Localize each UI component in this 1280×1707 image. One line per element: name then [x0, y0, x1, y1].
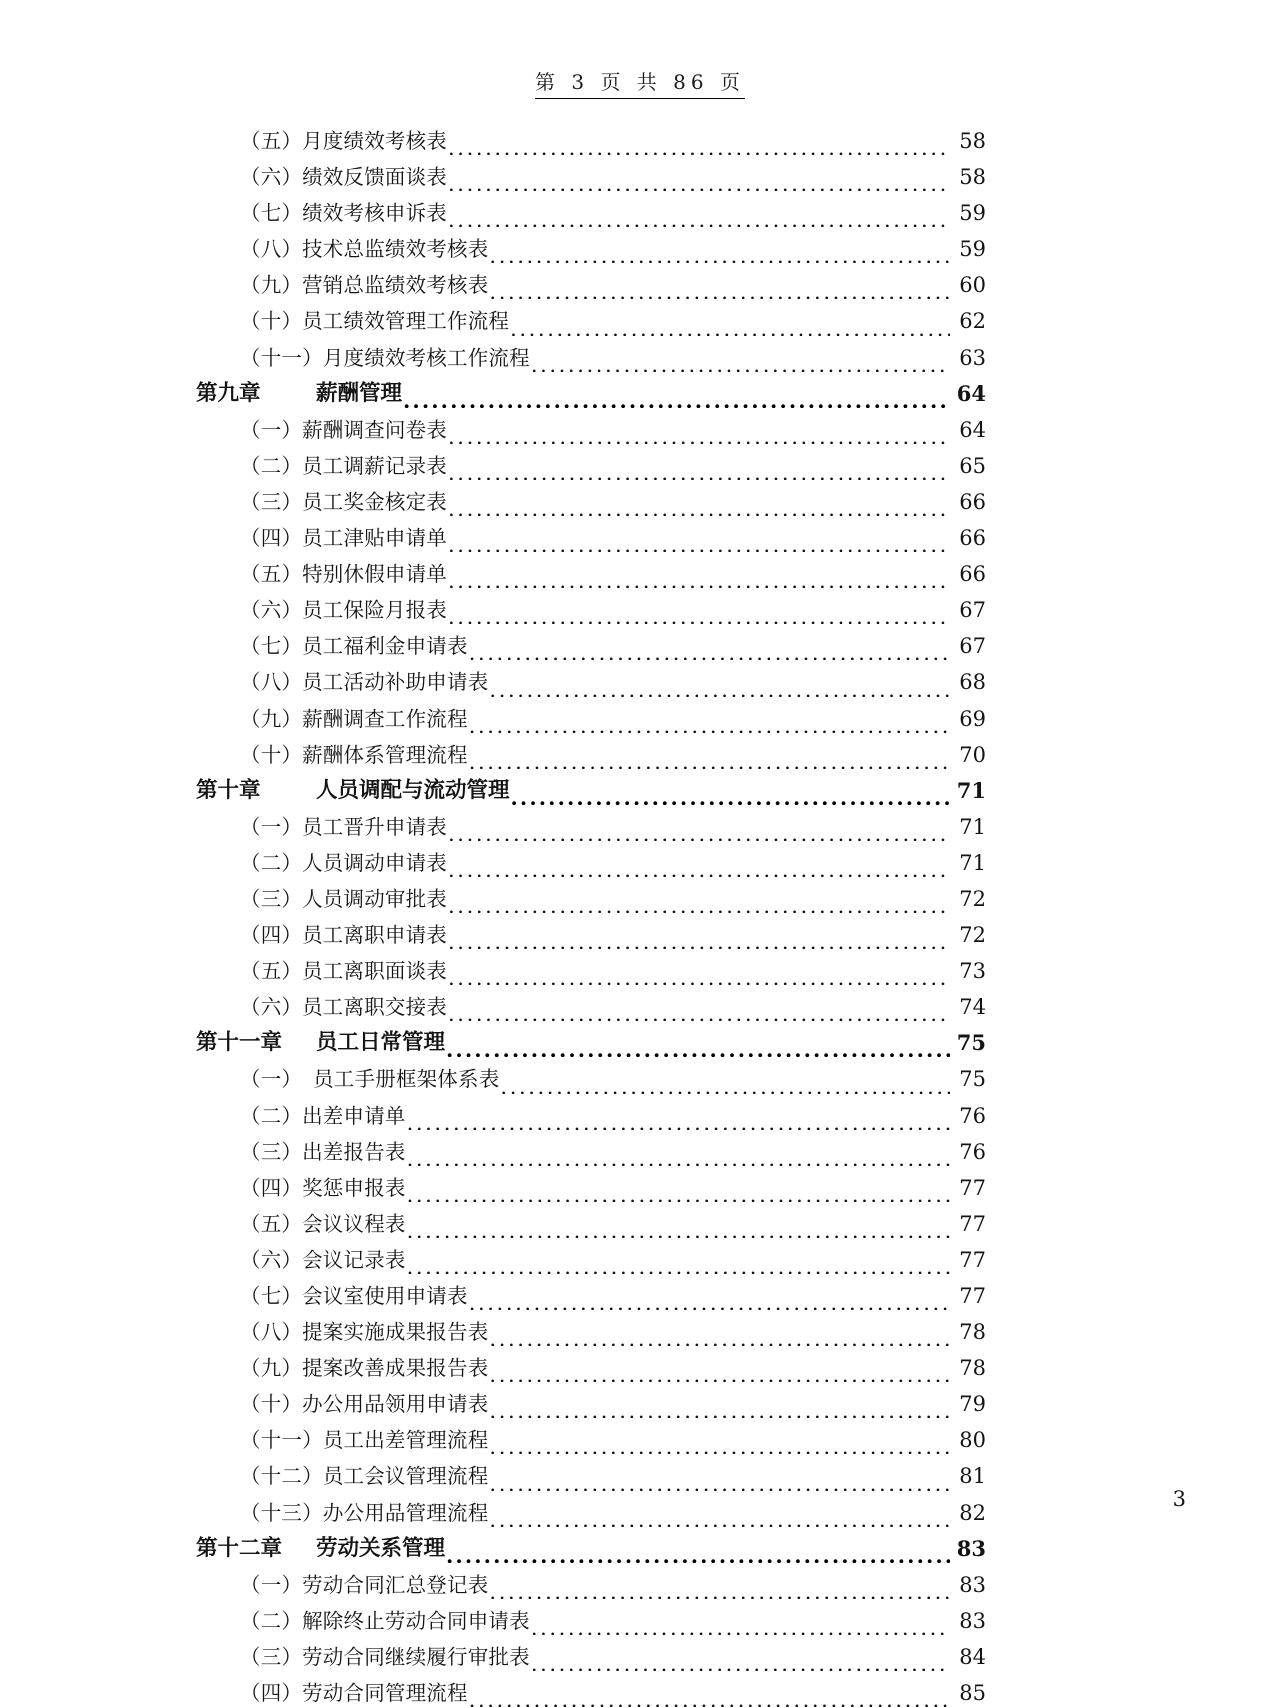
- toc-page-number: 80: [959, 1428, 986, 1453]
- toc-entry-title: 特别休假申请单: [302, 562, 448, 587]
- toc-entry-label: [196, 1422, 488, 1458]
- toc-entry-title: 会议室使用申请表: [302, 1284, 468, 1308]
- toc-entry-label: [196, 737, 468, 773]
- toc-page-number: 65: [959, 453, 986, 478]
- toc-entry-number: （五）: [240, 562, 303, 587]
- toc-entry-number: （九）: [240, 273, 303, 298]
- toc-entry-label: [196, 159, 447, 195]
- toc-entry-number: （四）: [240, 526, 303, 551]
- toc-dot-leader: [489, 1404, 950, 1418]
- toc-dot-leader: [489, 1440, 950, 1454]
- toc-dot-leader: [489, 249, 950, 263]
- toc-entry-title: 员工绩效管理工作流程: [302, 309, 510, 334]
- toc-entry-title: 员工离职面谈表: [302, 959, 448, 984]
- toc-entry-label: [196, 1278, 468, 1314]
- toc-entry-title: 员工出差管理流程: [322, 1428, 489, 1453]
- toc-entry-title: 营销总监绩效考核表: [302, 273, 489, 298]
- toc-dot-leader: [448, 899, 950, 913]
- toc-dot-leader: [407, 1188, 950, 1202]
- toc-page-number: 75: [956, 1030, 986, 1056]
- toc-entry-number: （九）: [240, 706, 303, 731]
- toc-page-number: 66: [959, 526, 986, 551]
- toc-entry-label: [196, 123, 447, 159]
- toc-entry-title: 出差报告表: [302, 1139, 406, 1164]
- toc-dot-leader: [489, 285, 950, 299]
- toc-entry-label: [196, 412, 447, 448]
- toc-entry-label: [196, 1025, 445, 1061]
- toc-entry-number: （十一）: [240, 1428, 323, 1453]
- toc-page-number: 59: [959, 237, 986, 262]
- toc-entry-label: [196, 448, 447, 484]
- toc-entry-title: 奖惩申报表: [302, 1175, 406, 1200]
- toc-entry-label: [196, 267, 488, 303]
- toc-entry-label: [196, 1603, 530, 1639]
- toc-page-number: 70: [959, 742, 986, 767]
- toc-page-number: 71: [956, 777, 986, 803]
- toc-dot-leader: [469, 755, 950, 769]
- toc-chapter-title: 人员调配与流动管理: [316, 777, 510, 803]
- toc-entry-title: 办公用品领用申请表: [302, 1392, 489, 1417]
- toc-page-number: 64: [959, 417, 986, 442]
- toc-dot-leader: [489, 1368, 950, 1382]
- toc-dot-leader: [531, 1657, 950, 1671]
- toc-dot-leader: [448, 213, 950, 227]
- toc-entry-title: 薪酬调查工作流程: [302, 706, 468, 731]
- toc-dot-leader: [448, 502, 950, 516]
- toc-entry-number: （六）: [240, 165, 303, 190]
- toc-entry-number: （十一）: [240, 345, 323, 370]
- toc-dot-leader: [531, 1621, 950, 1635]
- toc-dot-leader: [511, 791, 950, 805]
- toc-page-number: 58: [959, 165, 986, 190]
- toc-page-number: 69: [959, 706, 986, 731]
- toc-dot-leader: [448, 430, 950, 444]
- toc-entry-number: （三）: [240, 1644, 303, 1669]
- toc-entry-number: （五）: [240, 959, 303, 984]
- toc-entry-title: 会议议程表: [302, 1211, 406, 1236]
- toc-entry-label: [196, 773, 510, 809]
- toc-dot-leader: [489, 683, 950, 697]
- toc-entry-label: [196, 1170, 406, 1206]
- toc-entry-label: [196, 1639, 530, 1675]
- toc-entry-number: （一）: [240, 1067, 303, 1092]
- toc-entry-label: [196, 484, 447, 520]
- toc-entry-number: （十）: [240, 742, 303, 767]
- toc-page-number: 75: [959, 1067, 986, 1092]
- toc-dot-leader: [448, 827, 950, 841]
- toc-page-number: 73: [959, 959, 986, 984]
- running-header: [0, 66, 1280, 99]
- toc-page-number: 83: [956, 1535, 986, 1561]
- toc-entry-title: 员工会议管理流程: [322, 1464, 489, 1489]
- toc-entry-label: [196, 1098, 406, 1134]
- toc-entry-label: [196, 195, 447, 231]
- toc-entry-label: [196, 1206, 406, 1242]
- toc-entry-label: [196, 989, 447, 1025]
- toc-entry-label: [196, 1061, 499, 1097]
- toc-entry-label: [196, 231, 488, 267]
- toc-dot-leader: [407, 1116, 950, 1130]
- toc-entry-number: （六）: [240, 995, 303, 1020]
- toc-entry-label: [196, 1350, 488, 1386]
- toc-entry-label: [196, 917, 447, 953]
- toc-dot-leader: [469, 646, 950, 660]
- toc-entry-title: 劳动合同管理流程: [302, 1681, 468, 1706]
- toc-page-number: 62: [959, 309, 986, 334]
- toc-dot-leader: [510, 322, 950, 336]
- toc-entry-number: （七）: [240, 634, 303, 659]
- toc-page-number: 81: [959, 1464, 986, 1489]
- toc-dot-leader: [446, 1043, 950, 1057]
- toc-entry-number: （一）: [240, 1572, 303, 1597]
- toc-page-number: 66: [959, 489, 986, 514]
- toc-entry-label: [196, 881, 447, 917]
- toc-entry-title: 员工晋升申请表: [302, 814, 448, 839]
- toc-page-number: 76: [959, 1139, 986, 1164]
- toc-entry-title: 员工保险月报表: [302, 598, 448, 623]
- toc-entry-title: 绩效反馈面谈表: [302, 165, 448, 190]
- toc-page-number: 71: [959, 850, 986, 875]
- toc-entry-title: 员工手册框架体系表: [313, 1067, 500, 1092]
- toc-entry-title: 员工调薪记录表: [302, 453, 448, 478]
- toc-page-number: 77: [959, 1284, 986, 1308]
- toc-entry-label: [196, 556, 447, 592]
- toc-entry-title: 员工离职申请表: [302, 923, 448, 948]
- toc-page-number: 84: [959, 1644, 986, 1669]
- toc-dot-leader: [407, 1152, 950, 1166]
- toc-entry-number: （二）: [240, 1608, 303, 1633]
- toc-entry-title: 员工离职交接表: [302, 995, 448, 1020]
- toc-entry-label: [196, 953, 447, 989]
- toc-entry-number: （二）: [240, 1103, 303, 1128]
- toc-dot-leader: [448, 935, 950, 949]
- toc-page-number: 78: [959, 1356, 986, 1381]
- toc-entry-number: （一）: [240, 417, 303, 442]
- toc-dot-leader: [448, 177, 950, 191]
- toc-entry-number: （五）: [240, 129, 303, 153]
- toc-dot-leader: [448, 971, 950, 985]
- toc-entry-number: （四）: [240, 923, 303, 948]
- toc-entry-title: 技术总监绩效考核表: [302, 237, 489, 262]
- toc-entry-title: 劳动合同继续履行审批表: [302, 1644, 530, 1669]
- toc-entry-label: [196, 628, 468, 664]
- toc-entry-number: （二）: [240, 850, 303, 875]
- toc-chapter-title: 员工日常管理: [316, 1030, 446, 1056]
- toc-page-number: 74: [959, 995, 986, 1020]
- toc-entry-label: [196, 701, 468, 737]
- toc-entry-number: （三）: [240, 1139, 303, 1164]
- toc-entry-title: 会议记录表: [302, 1247, 406, 1272]
- toc-entry-number: （七）: [240, 1284, 303, 1308]
- toc-dot-leader: [448, 863, 950, 877]
- toc-entry-label: [196, 1495, 488, 1531]
- toc-entry-title: 薪酬调查问卷表: [302, 417, 448, 442]
- toc-page-number: 66: [959, 562, 986, 587]
- toc-entry-title: 出差申请单: [302, 1103, 406, 1128]
- toc-entry-label: [196, 520, 447, 556]
- toc-dot-leader: [469, 1693, 950, 1707]
- toc-entry-number: （十）: [240, 309, 303, 334]
- toc-entry-title: 员工奖金核定表: [302, 489, 448, 514]
- toc-page-number: 59: [959, 201, 986, 226]
- toc-entry-title: 人员调动申请表: [302, 850, 448, 875]
- toc-chapter-number: 第九章: [196, 380, 261, 406]
- toc-entry-number: （六）: [240, 598, 303, 623]
- toc-page-number: 64: [956, 380, 986, 406]
- toc-entry-number: （八）: [240, 670, 303, 695]
- toc-page-number: 83: [959, 1608, 986, 1633]
- toc-dot-leader: [500, 1080, 950, 1094]
- toc-dot-leader: [407, 1224, 950, 1238]
- toc-entry-title: 薪酬体系管理流程: [302, 742, 468, 767]
- toc-page-number: 76: [959, 1103, 986, 1128]
- toc-dot-leader: [489, 1332, 950, 1346]
- toc-page-number: 77: [959, 1175, 986, 1200]
- toc-page-number: 78: [959, 1320, 986, 1345]
- toc-dot-leader: [446, 1549, 950, 1563]
- toc-entry-title: 月度绩效考核工作流程: [322, 345, 530, 370]
- toc-dot-leader: [448, 1007, 950, 1021]
- toc-dot-leader: [469, 719, 950, 733]
- toc-entry-title: 员工福利金申请表: [302, 634, 468, 659]
- toc-entry-label: [196, 1567, 488, 1603]
- toc-entry-label: [196, 664, 488, 700]
- toc-entry-label: [196, 1675, 468, 1707]
- toc-dot-leader: [448, 610, 950, 624]
- toc-entry-label: [196, 1531, 445, 1567]
- toc-chapter-number: 第十一章: [196, 1030, 283, 1056]
- toc-page-number: 67: [959, 634, 986, 659]
- toc-chapter-title: 劳动关系管理: [316, 1535, 446, 1561]
- toc-page-number: 77: [959, 1247, 986, 1272]
- toc-entry-title: 提案改善成果报告表: [302, 1356, 489, 1381]
- toc-dot-leader: [407, 1260, 950, 1274]
- toc-entry-number: （二）: [240, 453, 303, 478]
- toc-chapter-number: 第十章: [196, 777, 261, 803]
- toc-dot-leader: [448, 141, 950, 155]
- toc-entry-title: 月度绩效考核表: [302, 129, 448, 153]
- toc-entry-label: [196, 376, 402, 412]
- toc-entry-label: [196, 845, 447, 881]
- toc-page-number: 63: [959, 345, 986, 370]
- toc-page-number: 72: [959, 923, 986, 948]
- toc-page-number: 60: [959, 273, 986, 298]
- toc-entry-label: [196, 592, 447, 628]
- toc-entry-label: [196, 340, 530, 376]
- toc-dot-leader: [489, 1513, 950, 1527]
- toc-entry-number: （八）: [240, 237, 303, 262]
- toc-dot-leader: [403, 394, 950, 408]
- toc-entry-title: 提案实施成果报告表: [302, 1320, 489, 1345]
- toc-entry-number: （十二）: [240, 1464, 323, 1489]
- toc-entry-label: [196, 809, 447, 845]
- toc-entry-number: （三）: [240, 489, 303, 514]
- toc-page-number: 79: [959, 1392, 986, 1417]
- toc-entry-label: [196, 303, 509, 339]
- toc-entry-label: [196, 1242, 406, 1278]
- running-header-text: 第 3 页 共 86 页: [535, 66, 745, 99]
- table-of-contents: [196, 128, 986, 1707]
- toc-entry-number: （六）: [240, 1247, 303, 1272]
- toc-entry-label: [196, 1458, 488, 1494]
- toc-entry-number: （十三）: [240, 1500, 323, 1525]
- toc-page-number: 72: [959, 886, 986, 911]
- toc-dot-leader: [531, 358, 950, 372]
- toc-entry-number: （四）: [240, 1681, 303, 1706]
- toc-entry-number: （五）: [240, 1211, 303, 1236]
- toc-dot-leader: [448, 538, 950, 552]
- toc-page-number: 58: [959, 129, 986, 153]
- toc-entry-number: （四）: [240, 1175, 303, 1200]
- toc-dot-leader: [448, 466, 950, 480]
- toc-entry-title: 劳动合同汇总登记表: [302, 1572, 489, 1597]
- toc-entry-title: 解除终止劳动合同申请表: [302, 1608, 530, 1633]
- toc-dot-leader: [489, 1477, 950, 1491]
- toc-entry-title: 员工津贴申请单: [302, 526, 448, 551]
- toc-entry-number: （一）: [240, 814, 303, 839]
- toc-page-number: 85: [959, 1681, 986, 1706]
- toc-entry-number: （九）: [240, 1356, 303, 1381]
- toc-page-number: 68: [959, 670, 986, 695]
- toc-dot-leader: [448, 574, 950, 588]
- toc-entry-label: [196, 1386, 488, 1422]
- toc-chapter-number: 第十二章: [196, 1535, 283, 1561]
- toc-entry-label: [196, 1134, 406, 1170]
- toc-page-number: 67: [959, 598, 986, 623]
- toc-entry-row[interactable]: [196, 1680, 986, 1707]
- toc-page-number: 83: [959, 1572, 986, 1597]
- toc-entry-title: 办公用品管理流程: [322, 1500, 489, 1525]
- page-folio-number: 3: [1172, 1487, 1186, 1511]
- toc-entry-number: （三）: [240, 886, 303, 911]
- toc-entry-number: （十）: [240, 1392, 303, 1417]
- toc-entry-title: 人员调动审批表: [302, 886, 448, 911]
- toc-dot-leader: [489, 1585, 950, 1599]
- toc-page-number: 77: [959, 1211, 986, 1236]
- toc-dot-leader: [469, 1296, 950, 1310]
- toc-page-number: 71: [959, 814, 986, 839]
- toc-page-number: 82: [959, 1500, 986, 1525]
- toc-entry-number: （七）: [240, 201, 303, 226]
- toc-entry-title: 员工活动补助申请表: [302, 670, 489, 695]
- toc-entry-label: [196, 1314, 488, 1350]
- toc-chapter-title: 薪酬管理: [316, 380, 403, 406]
- toc-entry-number: （八）: [240, 1320, 303, 1345]
- toc-entry-title: 绩效考核申诉表: [302, 201, 448, 226]
